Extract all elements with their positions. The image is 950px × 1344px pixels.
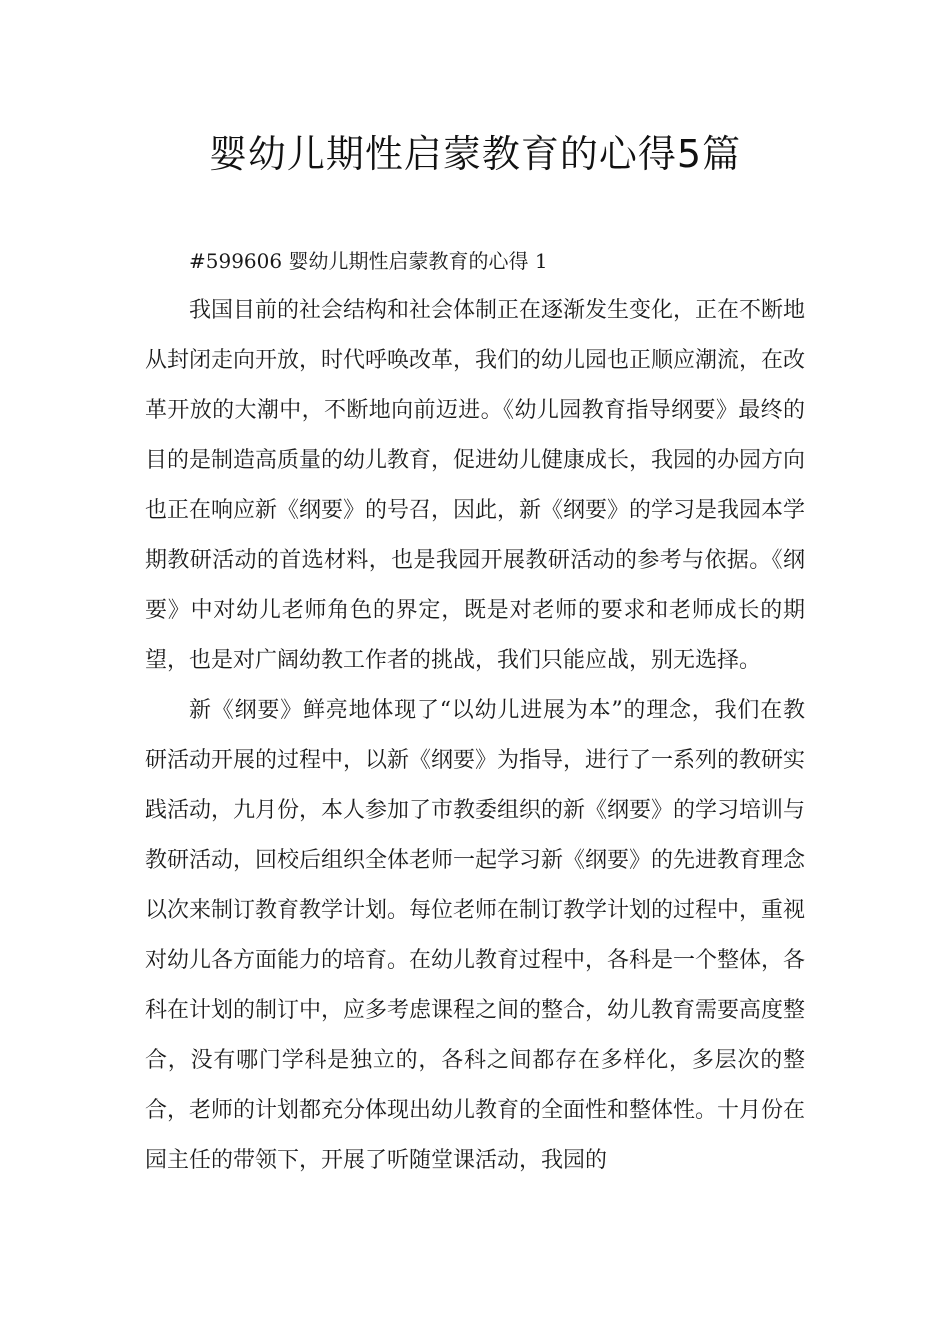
document-body <box>145 236 805 1186</box>
section-heading: #599606 婴幼儿期性启蒙教育的心得 1 <box>189 249 548 273</box>
document-title: 婴幼儿期性启蒙教育的心得5篇 <box>208 132 742 176</box>
paragraph-2: 新《纲要》鲜亮地体现了“以幼儿进展为本”的理念，我们在教研活动开展的过程中，以新《纲要》为指导，进行了一系列的教研实践活动，九月份，本人参加了市教委组织的新《纲要》的学习培训与教研活动，回校后组织全体老师一起学习新《纲要》的先进教育理念以次来制订教育教学计划。每位老师在制订教学计划的过程中，重视对幼儿各方面能力的培育。在幼儿教育过程中，各科是一个整体，各科在计划的制订中，应多考虑课程之间的整合，幼儿教育需要高度整合，没有哪门学科是独立的，各科之间都存在多样化，多层次的整合，老师的计划都充分体现出幼儿教育的全面性和整体性。十月份在园主任的带领下，开展了听随堂课活动，我园的 <box>145 698 806 1173</box>
paragraph-1: 我国目前的社会结构和社会体制正在逐渐发生变化，正在不断地从封闭走向开放，时代呼唤改革，我们的幼儿园也正顺应潮流，在改革开放的大潮中，不断地向前迈进。《幼儿园教育指导纲要》最终的目的是制造高质量的幼儿教育，促进幼儿健康成长，我园的办园方向也正在响应新《纲要》的号召，因此，新《纲要》的学习是我园本学期教研活动的首选材料，也是我园开展教研活动的参考与依据。《纲要》中对幼儿老师角色的界定，既是对老师的要求和老师成长的期望，也是对广阔幼教工作者的挑战，我们只能应战，别无选择。 <box>145 298 806 673</box>
